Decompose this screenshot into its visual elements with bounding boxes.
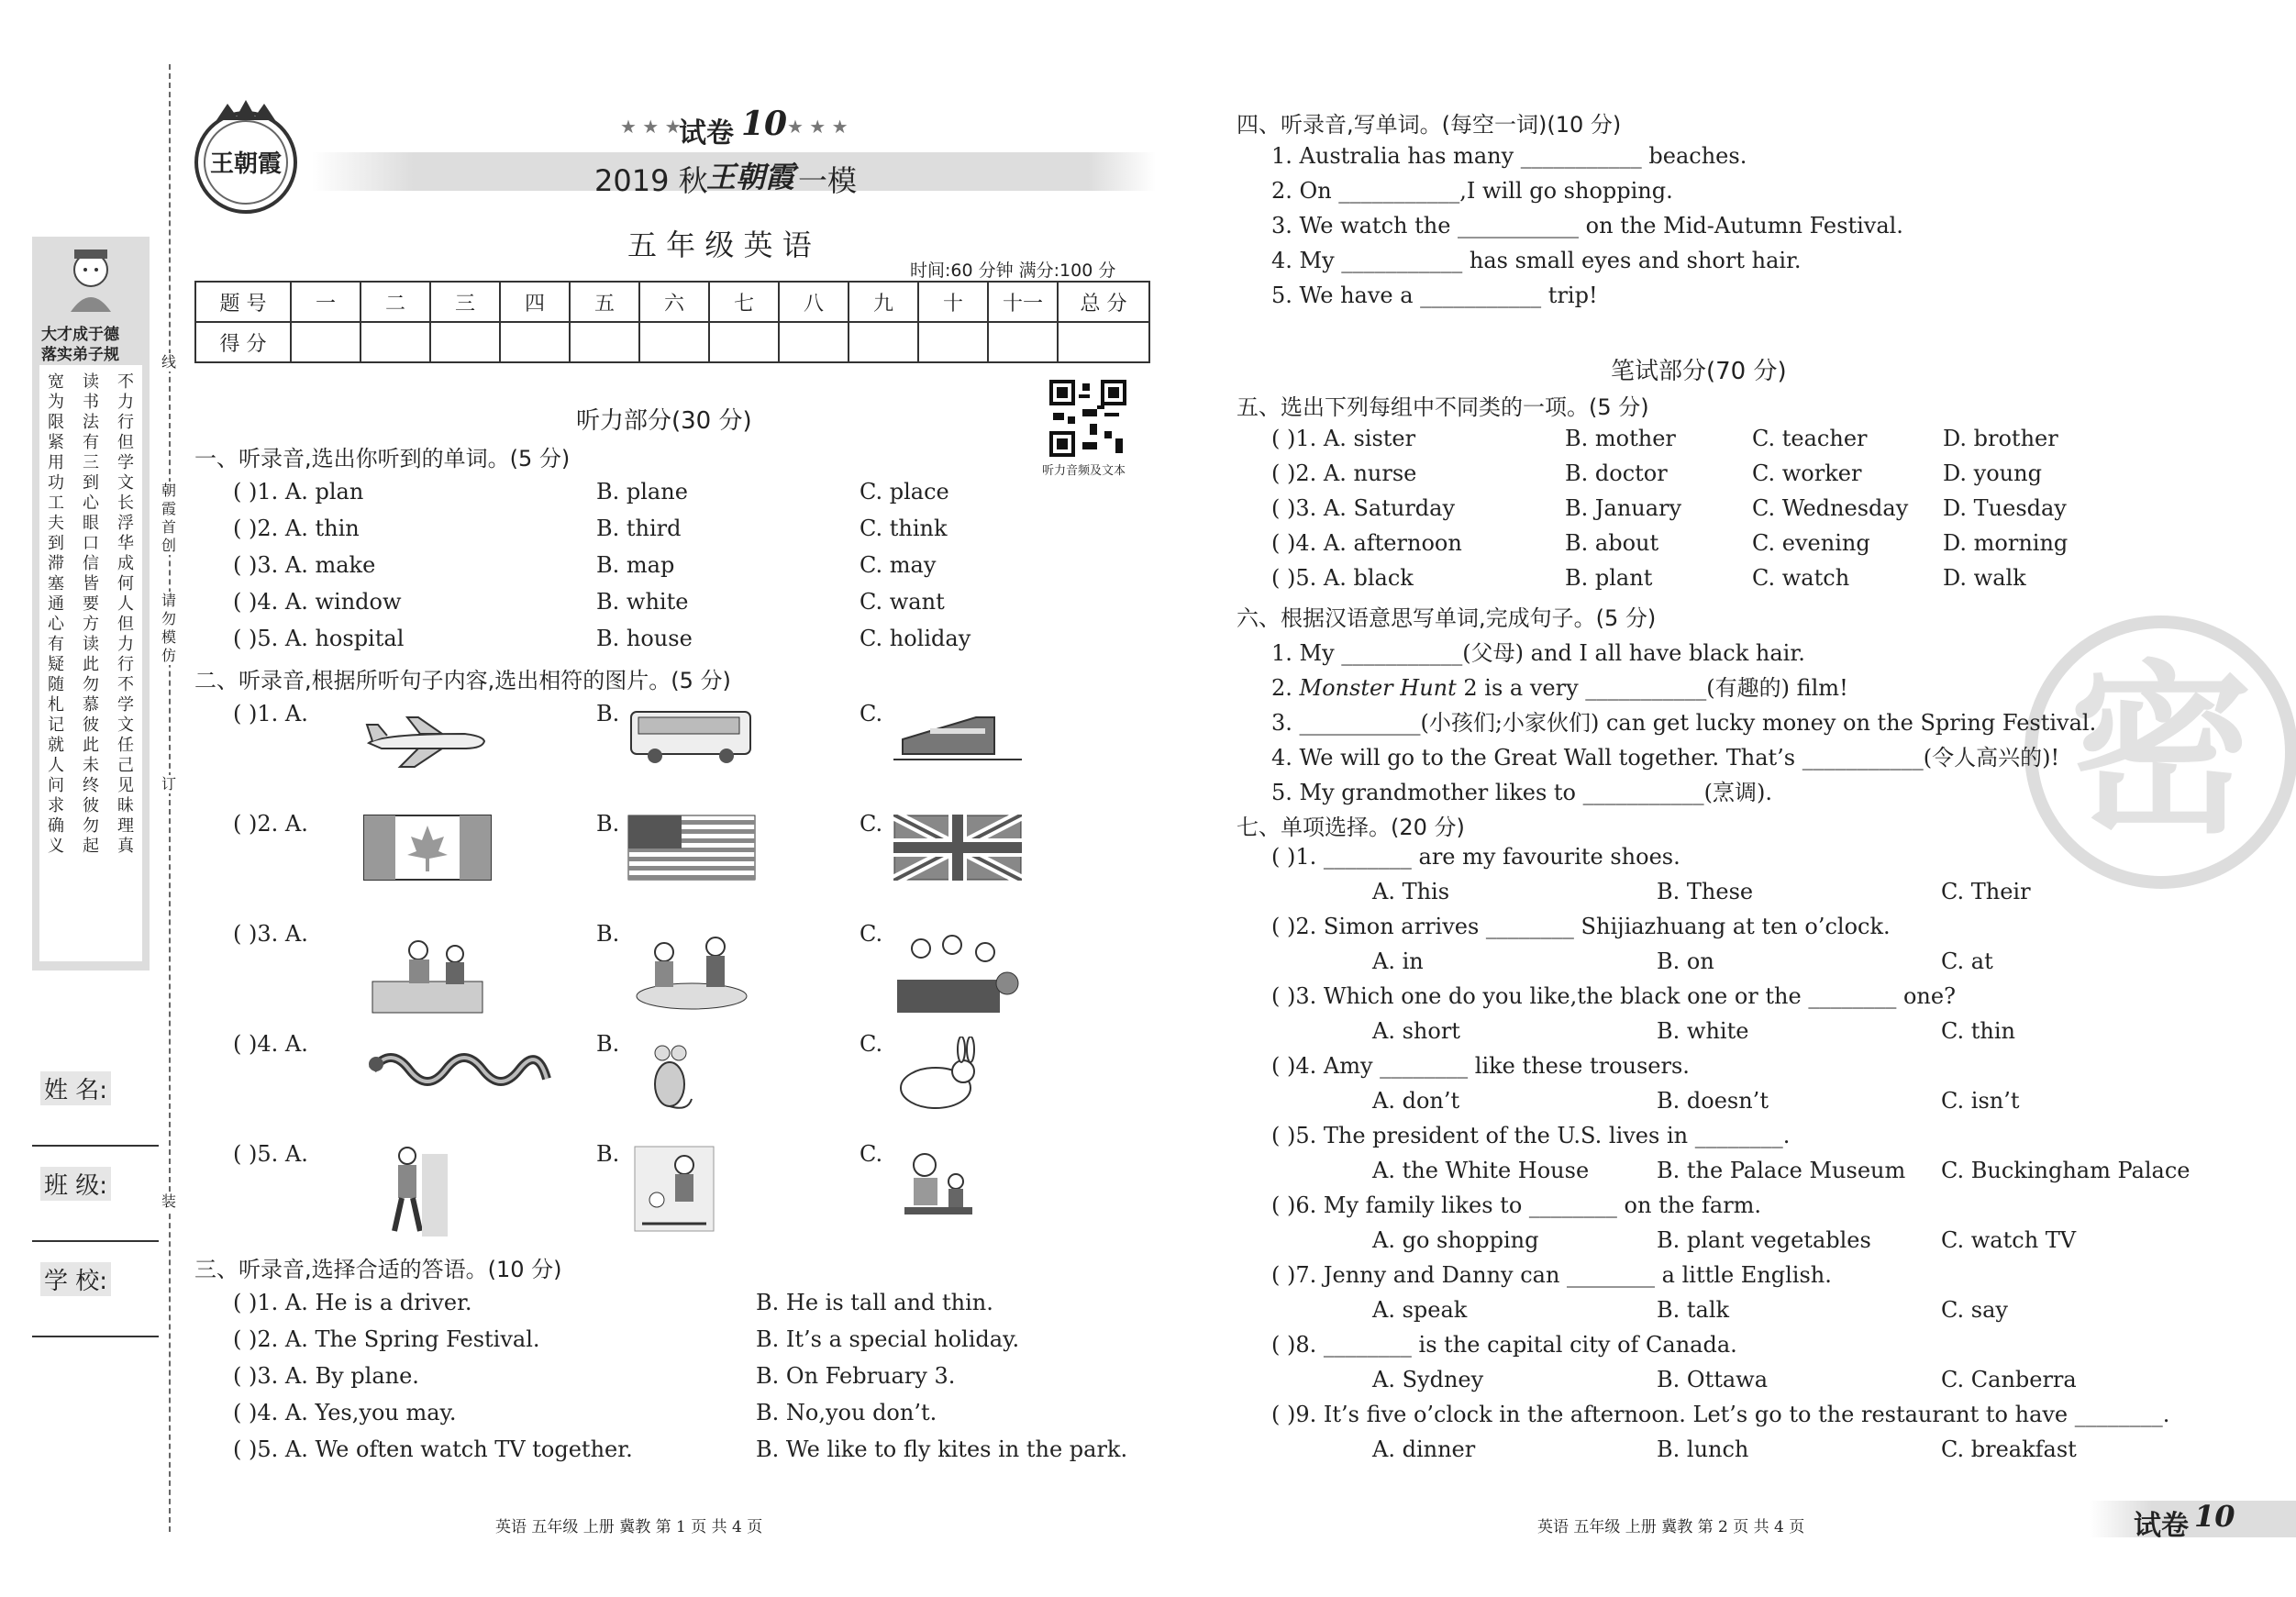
qr-code-icon[interactable] — [1049, 380, 1126, 457]
exam-year: 2019 秋 — [594, 163, 708, 198]
paper-label: 试卷 — [679, 117, 734, 150]
s6-item: 4. We will go to the Great Wall together. That’s ___________(令人高兴的)! — [1271, 745, 2060, 771]
s7-question: ( )1. ________ are my favourite shoes. — [1271, 844, 1680, 870]
s3-option: B. On February 3. — [756, 1363, 956, 1389]
brand-logo-icon — [180, 96, 316, 216]
s7-question: ( )5. The president of the U.S. lives in ________. — [1271, 1123, 1791, 1148]
s7-option: B. talk — [1657, 1297, 1730, 1323]
seal-text: 密 — [2069, 645, 2254, 859]
canada-flag-icon — [363, 815, 492, 881]
bus-icon — [627, 703, 756, 769]
s7-option: C. Their — [1941, 879, 2031, 904]
s1-option: C. want — [860, 589, 945, 615]
score-value-row — [195, 322, 1149, 362]
s1-item: ( )2. A. thin — [233, 516, 360, 541]
s7-option: B. plant vegetables — [1657, 1227, 1871, 1253]
s7-option: C. breakfast — [1941, 1436, 2077, 1462]
score-input[interactable] — [639, 322, 709, 362]
score-input[interactable] — [709, 322, 779, 362]
s1-option: C. may — [860, 552, 937, 578]
s7-option: C. at — [1941, 948, 1993, 974]
score-input[interactable] — [849, 322, 918, 362]
s4-item: 1. Australia has many ___________ beaches. — [1271, 143, 1747, 169]
s5-option: B. January — [1565, 495, 1682, 521]
s7-option: A. short — [1372, 1018, 1460, 1044]
score-input[interactable] — [1058, 322, 1149, 362]
s7-option: A. the White House — [1372, 1158, 1590, 1183]
quote-column: 宽为限紧用功工夫到滞塞通心有疑随札记就人问求确义 — [48, 372, 64, 856]
school-label: 学 校: — [40, 1262, 111, 1296]
binding-mark: 线 — [161, 353, 176, 371]
s5-item: ( )5. A. black — [1271, 565, 1414, 591]
score-input[interactable] — [430, 322, 500, 362]
s5-item: ( )2. A. nurse — [1271, 460, 1417, 486]
s7-question: ( )2. Simon arrives ________ Shijiazhuang at ten o’clock. — [1271, 914, 1891, 939]
s5-option: B. about — [1565, 530, 1659, 556]
quote-column: 读书法有三到心眼口信皆要方读此勿慕彼此未终彼勿起 — [83, 372, 99, 856]
s2-option: C. — [860, 1141, 883, 1167]
s4-item: 2. On ___________,I will go shopping. — [1271, 178, 1673, 204]
s3-item: ( )2. A. The Spring Festival. — [233, 1326, 540, 1352]
score-header-row — [195, 282, 1149, 322]
s7-question: ( )8. ________ is the capital city of Canada. — [1271, 1332, 1737, 1358]
binding-mark: 订 — [161, 775, 176, 793]
s7-question: ( )7. Jenny and Danny can ________ a little English. — [1271, 1262, 1832, 1288]
score-cell: 一 — [291, 282, 360, 322]
s1-option: C. holiday — [860, 626, 971, 651]
s3-item: ( )1. A. He is a driver. — [233, 1290, 472, 1315]
s5-option: C. watch — [1752, 565, 1850, 591]
s2-option: B. — [596, 1141, 620, 1167]
score-input[interactable] — [500, 322, 570, 362]
s2-option: B. — [596, 921, 620, 947]
train-icon — [893, 703, 1022, 769]
exam-suffix: 一模 — [798, 163, 858, 198]
s2-option: B. — [596, 811, 620, 837]
s1-option: B. plane — [596, 479, 688, 505]
s5-option: D. Tuesday — [1943, 495, 2067, 521]
section-1-title: 一、听录音,选出你听到的单词。(5 分) — [194, 446, 571, 471]
score-input[interactable] — [291, 322, 360, 362]
score-cell: 十一 — [988, 282, 1058, 322]
s7-option: C. Buckingham Palace — [1941, 1158, 2191, 1183]
header-stars-right: ★ ★ ★ — [787, 116, 849, 138]
s7-option: A. go shopping — [1372, 1227, 1539, 1253]
s7-option: C. thin — [1941, 1018, 2015, 1044]
usa-flag-icon — [627, 815, 756, 881]
s2-option: B. — [596, 701, 620, 726]
s5-option: D. brother — [1943, 426, 2058, 451]
s7-option: B. lunch — [1657, 1436, 1749, 1462]
s5-option: C. worker — [1752, 460, 1862, 486]
footer-tag-number: 10 — [2194, 1499, 2235, 1534]
s6-item-rest: 2 is a very ___________(有趣的) film! — [1456, 675, 1848, 701]
s5-option: C. Wednesday — [1752, 495, 1909, 521]
school-field[interactable] — [32, 1336, 159, 1337]
s6-item: 5. My grandmother likes to ___________(烹调). — [1271, 780, 1772, 805]
score-cell: 四 — [500, 282, 570, 322]
section-7-title: 七、单项选择。(20 分) — [1237, 815, 1465, 840]
s7-option: C. watch TV — [1941, 1227, 2077, 1253]
score-input[interactable] — [779, 322, 849, 362]
s7-option: C. isn’t — [1941, 1088, 2020, 1114]
s7-option: B. These — [1657, 879, 1754, 904]
binding-mark: 装 — [161, 1192, 176, 1210]
s3-item: ( )5. A. We often watch TV together. — [233, 1436, 633, 1462]
confidential-seal-icon — [2024, 615, 2296, 890]
s3-item: ( )3. A. By plane. — [233, 1363, 419, 1389]
s7-option: B. the Palace Museum — [1657, 1158, 1906, 1183]
walking-person-icon — [376, 1145, 449, 1237]
s3-option: B. We like to fly kites in the park. — [756, 1436, 1128, 1462]
s5-option: C. evening — [1752, 530, 1870, 556]
listening-title: 听力部分(30 分) — [576, 407, 752, 435]
exam-time: 时间:60 分钟 满分:100 分 — [910, 261, 1116, 281]
binding-note: 请勿模仿 — [161, 592, 176, 664]
writing-title: 笔试部分(70 分) — [1611, 358, 1787, 385]
class-label: 班 级: — [40, 1167, 111, 1201]
s1-option: C. think — [860, 516, 948, 541]
motto-line-1: 大才成于德 — [41, 326, 119, 344]
name-field[interactable] — [32, 1145, 159, 1147]
s3-option: B. No,you don’t. — [756, 1400, 937, 1425]
s1-option: B. map — [596, 552, 675, 578]
score-input[interactable] — [918, 322, 988, 362]
s1-item: ( )4. A. window — [233, 589, 402, 615]
family-room-scene-icon — [363, 926, 492, 1015]
logo-text: 王朝霞 — [209, 150, 283, 178]
s1-item: ( )5. A. hospital — [233, 626, 405, 651]
mouse-icon — [642, 1040, 697, 1114]
motto-panel — [32, 237, 150, 970]
score-cell: 七 — [709, 282, 779, 322]
s6-item-prefix: 2. — [1271, 675, 1300, 701]
score-cell: 九 — [849, 282, 918, 322]
planting-scene-icon — [633, 1145, 715, 1233]
s7-option: A. speak — [1372, 1297, 1468, 1323]
s6-item: 3. ___________(小孩们;小家伙们) can get lucky money on the Spring Festival. — [1271, 710, 2097, 736]
s1-option: B. white — [596, 589, 689, 615]
s4-item: 3. We watch the ___________ on the Mid-Autumn Festival. — [1271, 213, 1903, 238]
s5-item: ( )4. A. afternoon — [1271, 530, 1462, 556]
s5-option: B. plant — [1565, 565, 1653, 591]
s7-option: C. Canberra — [1941, 1367, 2077, 1392]
dragon-icon — [363, 1042, 552, 1106]
score-cell: 五 — [570, 282, 639, 322]
name-label: 姓 名: — [40, 1071, 111, 1105]
qr-caption: 听力音频及文本 — [1042, 464, 1126, 478]
score-cell: 题 号 — [195, 282, 291, 322]
s5-item: ( )3. A. Saturday — [1271, 495, 1456, 521]
score-input[interactable] — [988, 322, 1058, 362]
score-table — [194, 281, 1150, 363]
s7-option: B. doesn’t — [1657, 1088, 1769, 1114]
s5-option: D. morning — [1943, 530, 2069, 556]
score-cell: 总 分 — [1058, 282, 1149, 322]
s1-option: C. place — [860, 479, 949, 505]
paper-number: 10 — [741, 105, 788, 143]
s1-option: B. house — [596, 626, 693, 651]
s1-item: ( )3. A. make — [233, 552, 376, 578]
s7-option: B. Ottawa — [1657, 1367, 1769, 1392]
s5-option: D. walk — [1943, 565, 2026, 591]
footer-right: 英语 五年级 上册 冀教 第 2 页 共 4 页 — [1537, 1518, 1805, 1536]
binding-note: 朝霞首创 — [161, 482, 176, 554]
s2-item: ( )1. A. — [233, 701, 308, 726]
section-4-title: 四、听录音,写单词。(每空一词)(10 分) — [1237, 112, 1622, 138]
s2-option: C. — [860, 1031, 883, 1057]
cooking-scene-icon — [899, 1147, 976, 1231]
exam-brand: 王朝霞 — [706, 160, 795, 194]
s7-option: C. say — [1941, 1297, 2008, 1323]
s7-question: ( )9. It’s five o’clock in the afternoon. Let’s go to the restaurant to have ________. — [1271, 1402, 2170, 1427]
s5-option: B. mother — [1565, 426, 1676, 451]
airplane-icon — [363, 706, 492, 772]
s2-item: ( )4. A. — [233, 1031, 308, 1057]
s2-item: ( )2. A. — [233, 811, 308, 837]
s4-item: 5. We have a ___________ trip! — [1271, 283, 1598, 308]
film-title: Monster Hunt — [1299, 675, 1457, 701]
quote-column: 不力行但学文长浮华成何人但力行不学文任己见昧理真 — [117, 372, 134, 856]
s7-option: B. on — [1657, 948, 1714, 974]
s4-item: 4. My ___________ has small eyes and short hair. — [1271, 248, 1802, 273]
section-5-title: 五、选出下列每组中不同类的一项。(5 分) — [1237, 394, 1649, 420]
s2-option: B. — [596, 1031, 620, 1057]
s3-item: ( )4. A. Yes,you may. — [233, 1400, 457, 1425]
s5-option: C. teacher — [1752, 426, 1868, 451]
footer-left: 英语 五年级 上册 冀教 第 1 页 共 4 页 — [495, 1518, 763, 1536]
s3-option: B. He is tall and thin. — [756, 1290, 993, 1315]
s5-option: D. young — [1943, 460, 2042, 486]
quote-columns — [39, 365, 142, 961]
score-cell: 八 — [779, 282, 849, 322]
s1-item: ( )1. A. plan — [233, 479, 364, 505]
s7-option: B. white — [1657, 1018, 1749, 1044]
s3-option: B. It’s a special holiday. — [756, 1326, 1020, 1352]
s5-option: B. doctor — [1565, 460, 1668, 486]
section-3-title: 三、听录音,选择合适的答语。(10 分) — [194, 1257, 562, 1282]
score-cell: 二 — [360, 282, 430, 322]
s2-item: ( )5. A. — [233, 1141, 308, 1167]
footer-tag-band — [2090, 1501, 2296, 1537]
subject-title: 五 年 级 英 语 — [627, 227, 812, 262]
score-cell: 三 — [430, 282, 500, 322]
section-2-title: 二、听录音,根据所听句子内容,选出相符的图片。(5 分) — [194, 668, 731, 693]
s7-question: ( )6. My family likes to ________ on the farm. — [1271, 1192, 1762, 1218]
header-stars-left: ★ ★ ★ — [620, 116, 682, 138]
score-input[interactable] — [570, 322, 639, 362]
s5-item: ( )1. A. sister — [1271, 426, 1416, 451]
uk-flag-icon — [893, 815, 1022, 881]
s2-option: C. — [860, 921, 883, 947]
party-scene-icon — [893, 926, 1022, 1015]
s6-item: 1. My ___________(父母) and I all have black hair. — [1271, 640, 1805, 666]
cut-line — [169, 64, 171, 1532]
s1-option: B. third — [596, 516, 682, 541]
rabbit-icon — [893, 1037, 985, 1112]
s7-option: A. This — [1372, 879, 1450, 904]
score-input[interactable] — [360, 322, 430, 362]
s2-option: C. — [860, 811, 883, 837]
s7-option: A. Sydney — [1372, 1367, 1484, 1392]
s7-question: ( )4. Amy ________ like these trousers. — [1271, 1053, 1690, 1079]
section-6-title: 六、根据汉语意思写单词,完成句子。(5 分) — [1237, 605, 1657, 631]
scholar-figure-icon — [54, 242, 128, 316]
s2-item: ( )3. A. — [233, 921, 308, 947]
s7-option: A. in — [1372, 948, 1424, 974]
motto-line-2: 落实弟子规 — [41, 346, 119, 364]
score-cell: 六 — [639, 282, 709, 322]
score-cell: 十 — [918, 282, 988, 322]
class-field[interactable] — [32, 1240, 159, 1242]
s2-option: C. — [860, 701, 883, 726]
s7-option: A. dinner — [1372, 1436, 1476, 1462]
s6-item — [1271, 670, 1848, 702]
family-dumplings-scene-icon — [627, 926, 756, 1015]
score-cell: 得 分 — [195, 322, 291, 362]
s7-option: A. don’t — [1372, 1088, 1460, 1114]
s7-question: ( )3. Which one do you like,the black one or the ________ one? — [1271, 983, 1956, 1009]
footer-tag: 试卷 — [2134, 1510, 2189, 1542]
